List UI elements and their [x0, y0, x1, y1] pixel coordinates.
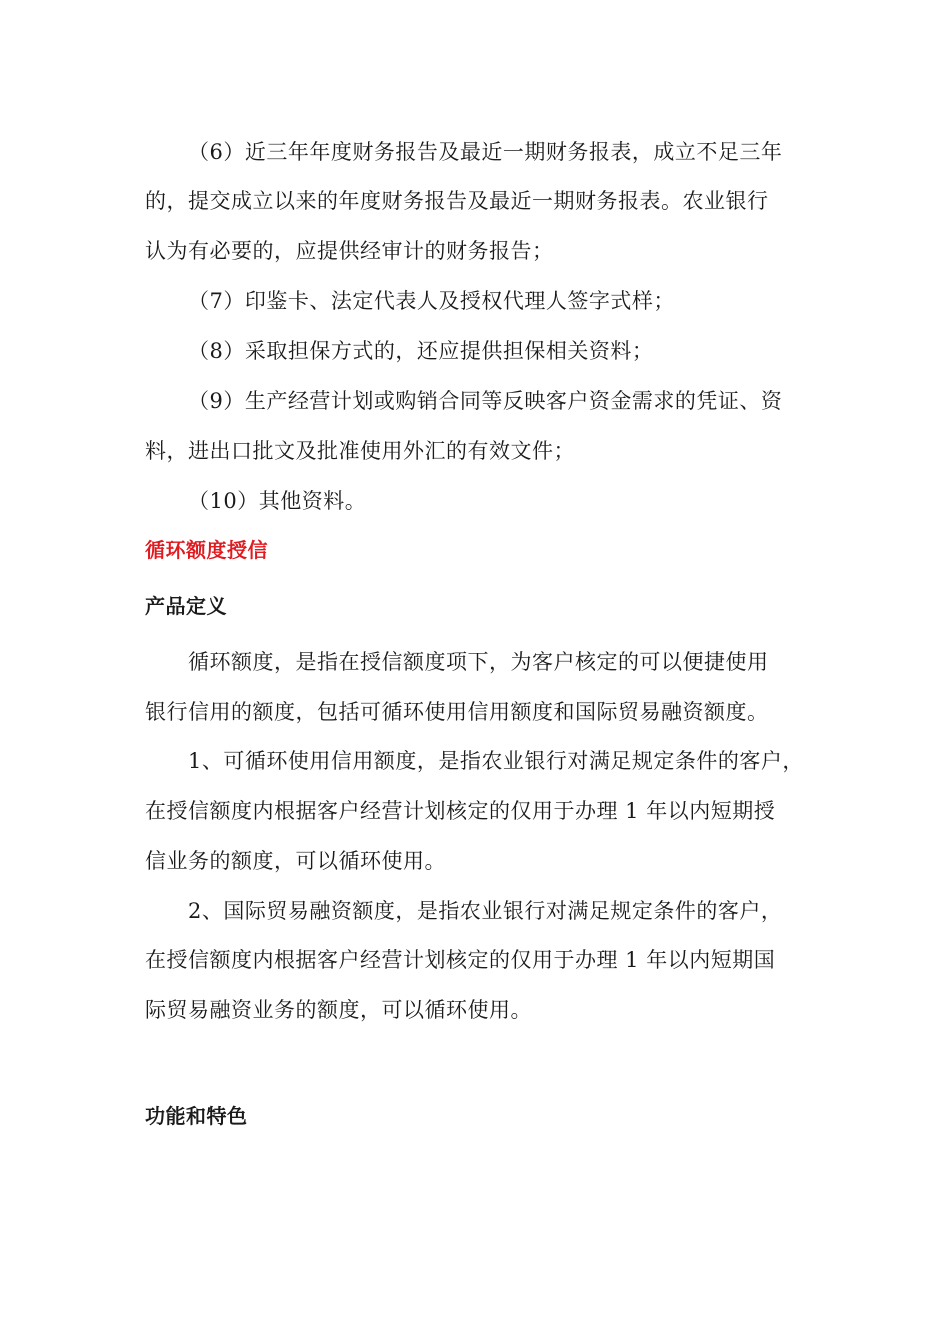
definition-paragraph-1-line-2: 银行信用的额度，包括可循环使用信用额度和国际贸易融资额度。	[145, 700, 769, 724]
list-item-7: （7）印鉴卡、法定代表人及授权代理人签字式样；	[188, 289, 675, 313]
features-heading: 功能和特色	[145, 1104, 248, 1128]
definition-paragraph-2-line-3: 信业务的额度，可以循环使用。	[145, 849, 446, 873]
list-item-6-line-1: （6）近三年年度财务报告及最近一期财务报表，成立不足三年	[188, 140, 783, 164]
list-item-9-line-1: （9）生产经营计划或购销合同等反映客户资金需求的凭证、资	[188, 389, 783, 413]
definition-paragraph-3-line-3: 际贸易融资业务的额度，可以循环使用。	[145, 998, 532, 1022]
definition-paragraph-3-line-1: 2、国际贸易融资额度，是指农业银行对满足规定条件的客户，	[188, 899, 783, 923]
list-item-6-line-2: 的，提交成立以来的年度财务报告及最近一期财务报表。农业银行	[145, 189, 769, 213]
list-item-10: （10）其他资料。	[188, 489, 367, 513]
list-item-6-line-3: 认为有必要的，应提供经审计的财务报告；	[145, 239, 554, 263]
list-item-8: （8）采取担保方式的，还应提供担保相关资料；	[188, 339, 654, 363]
definition-heading: 产品定义	[145, 594, 227, 618]
definition-paragraph-3-line-2: 在授信额度内根据客户经营计划核定的仅用于办理 1 年以内短期国	[145, 948, 776, 972]
list-item-9-line-2: 料，进出口批文及批准使用外汇的有效文件；	[145, 439, 575, 463]
section-title: 循环额度授信	[145, 538, 268, 562]
definition-paragraph-2-line-2: 在授信额度内根据客户经营计划核定的仅用于办理 1 年以内短期授	[145, 799, 776, 823]
definition-paragraph-2-line-1: 1、可循环使用信用额度，是指农业银行对满足规定条件的客户，	[188, 749, 804, 773]
definition-paragraph-1-line-1: 循环额度，是指在授信额度项下，为客户核定的可以便捷使用	[188, 650, 769, 674]
